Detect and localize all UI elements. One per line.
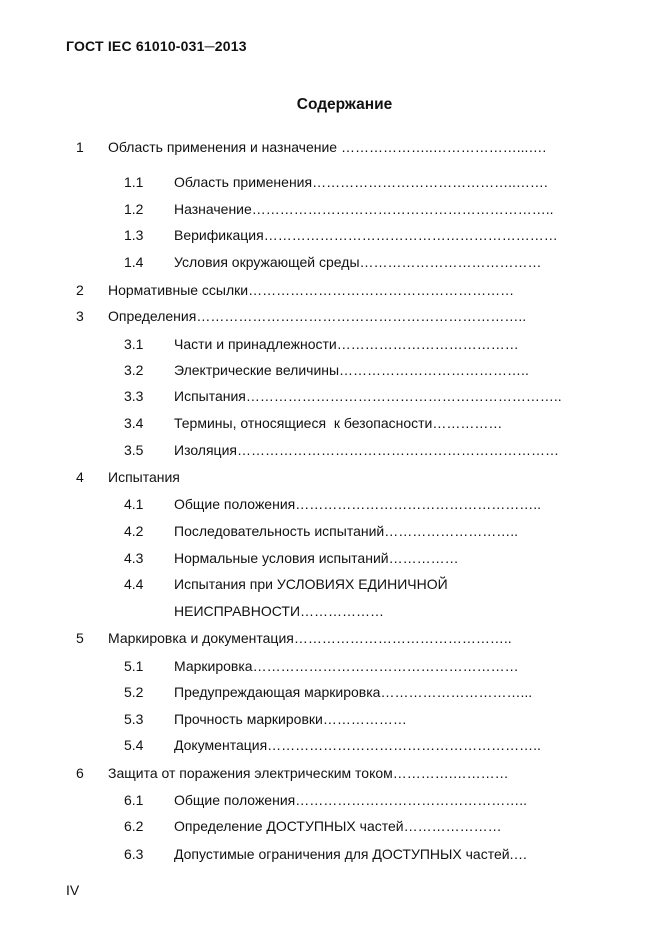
toc-entry-title: Определение ДОСТУПНЫХ частей………………… bbox=[174, 818, 502, 834]
toc-entry-number: 5.1 bbox=[124, 658, 144, 674]
toc-entry-title: Испытания при УСЛОВИЯХ ЕДИНИЧНОЙ bbox=[174, 576, 448, 592]
toc-entry-title: Испытания………………………………………………………….. bbox=[174, 388, 562, 404]
toc-entry-number: 4.3 bbox=[124, 550, 144, 566]
page-title: Содержание bbox=[296, 96, 393, 113]
toc-entry-title: Общие положения…………………………………………….. bbox=[174, 496, 542, 512]
toc-entry-number: 5.3 bbox=[124, 711, 144, 727]
toc-entry-title: Защита от поражения электрическим током………….………… bbox=[108, 765, 509, 781]
toc-entry-number: 5 bbox=[76, 630, 84, 646]
toc-entry-number: 6.3 bbox=[124, 846, 144, 862]
toc-entry-number: 4.4 bbox=[124, 576, 144, 592]
toc-entry-title: Электрические величины………………………………….. bbox=[174, 362, 529, 378]
toc-entry-number: 1 bbox=[76, 139, 84, 155]
toc-entry-number: 1.1 bbox=[124, 174, 144, 190]
toc-entry-number: 3.3 bbox=[124, 388, 144, 404]
toc-entry-number: 4.1 bbox=[124, 496, 144, 512]
toc-entry-number: 3.5 bbox=[124, 442, 144, 458]
toc-entry-title: Документация………………………………………………….. bbox=[174, 737, 541, 753]
toc-entry-title: Область применения……………………………………..……. bbox=[174, 174, 548, 190]
toc-entry-title: Назначение……………………………………………………….. bbox=[174, 201, 554, 217]
toc-entry-title: НЕИСПРАВНОСТИ……………… bbox=[174, 603, 385, 619]
toc-entry-title: Маркировка………………………………………………… bbox=[174, 658, 519, 674]
toc-entry-number: 5.4 bbox=[124, 737, 144, 753]
toc-entry-title: Нормативные ссылки………………………………………………… bbox=[108, 282, 515, 298]
toc-entry-title: Испытания bbox=[108, 469, 180, 485]
toc-entry-number: 3.1 bbox=[124, 336, 144, 352]
toc-entry-number: 6.2 bbox=[124, 818, 144, 834]
toc-entry-title: Верификация……………………………………………………… bbox=[174, 227, 558, 243]
toc-entry-number: 5.2 bbox=[124, 684, 144, 700]
toc-entry-title: Маркировка и документация……………………………………….. bbox=[108, 630, 512, 646]
toc-entry-title: Предупреждающая маркировка…………………………... bbox=[174, 684, 533, 700]
toc-entry-number: 1.2 bbox=[124, 201, 144, 217]
toc-entry-number: 6.1 bbox=[124, 792, 144, 808]
toc-entry-title: Область применения и назначение ………………..………………...…. bbox=[108, 139, 547, 155]
toc-entry-number: 6 bbox=[76, 765, 84, 781]
toc-entry-title: Условия окружающей среды………………………………… bbox=[174, 254, 542, 270]
toc-entry-title: Нормальные условия испытаний…………… bbox=[174, 550, 459, 566]
toc-entry-title: Определения…………………………………………………………….. bbox=[108, 308, 527, 324]
page-number: IV bbox=[66, 882, 80, 898]
document-header: ГОСТ IEC 61010-031─2013 bbox=[66, 38, 247, 54]
toc-entry-title: Общие положения………………………………………….. bbox=[174, 792, 528, 808]
toc-entry-title: Термины, относящиеся к безопасности…………… bbox=[174, 415, 503, 431]
toc-entry-title: Прочность маркировки……………… bbox=[174, 711, 407, 727]
toc-entry-number: 3 bbox=[76, 308, 84, 324]
toc-entry-title: Последовательность испытаний……………………….. bbox=[174, 523, 519, 539]
toc-entry-number: 1.3 bbox=[124, 227, 144, 243]
toc-entry-title: Допустимые ограничения для ДОСТУПНЫХ частей.… bbox=[174, 846, 528, 862]
toc-entry-number: 2 bbox=[76, 282, 84, 298]
toc-entry-title: Части и принадлежности………………………………… bbox=[174, 336, 519, 352]
toc-entry-title: Изоляция…………………………………………………………… bbox=[174, 442, 559, 458]
toc-entry-number: 3.4 bbox=[124, 415, 144, 431]
toc-entry-number: 3.2 bbox=[124, 362, 144, 378]
toc-entry-number: 1.4 bbox=[124, 254, 144, 270]
toc-entry-number: 4 bbox=[76, 469, 84, 485]
toc-entry-number: 4.2 bbox=[124, 523, 144, 539]
